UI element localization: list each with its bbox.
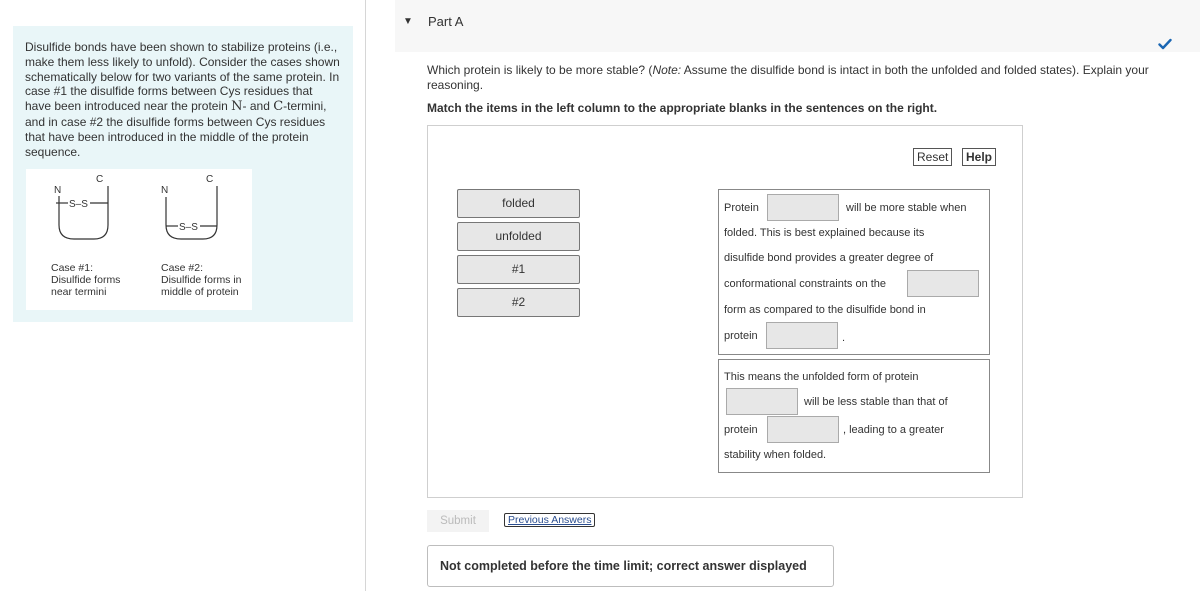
case2-n-label: N xyxy=(161,185,169,196)
s2-text-2: will be less stable than that of xyxy=(804,396,948,408)
instruction-text: Match the items in the left column to the appropriate blanks in the sentences on the right. xyxy=(427,101,938,115)
case1-caption xyxy=(51,262,120,298)
s2-text-3: protein xyxy=(724,424,758,436)
case2-caption-line1: Case #2: xyxy=(161,262,204,274)
sentence-box-1 xyxy=(718,189,990,355)
s1-text-3: folded. This is best explained because its xyxy=(724,227,925,239)
blank-1[interactable] xyxy=(767,194,839,221)
reset-button[interactable]: Reset xyxy=(913,148,952,166)
case1-ss-label: S–S xyxy=(69,199,88,210)
part-title[interactable]: Part A xyxy=(428,14,464,29)
blank-3[interactable] xyxy=(766,322,838,349)
case1-caption-line3: near termini xyxy=(51,286,107,298)
intro-text-3: -termini, and in case #2 the disulfide forms between Cys residues that have been introduced in the middle of the protein sequence. xyxy=(25,99,327,159)
case1-n-label: N xyxy=(54,185,62,196)
drag-item-case1[interactable]: #1 xyxy=(457,255,580,284)
case2-c-label: C xyxy=(206,174,214,185)
s2-text-5: stability when folded. xyxy=(724,449,827,461)
drag-item-case2[interactable]: #2 xyxy=(457,288,580,317)
intro-text-2: - and xyxy=(242,99,274,114)
s2-text-4: , leading to a greater xyxy=(843,424,944,436)
problem-intro xyxy=(25,40,341,159)
blank-2[interactable] xyxy=(907,270,979,297)
s1-text-6: form as compared to the disulfide bond in xyxy=(724,304,926,316)
s1-text-8: . xyxy=(842,332,846,344)
panel-divider xyxy=(365,0,366,591)
n-terminus-label: N xyxy=(231,99,243,115)
s1-text-2: will be more stable when xyxy=(846,202,967,214)
problem-panel xyxy=(13,26,353,322)
intro-text-1: Disulfide bonds have been shown to stabilize proteins (i.e., make them less likely to unfold). Consider the cases shown schematically below for two variants of the same protein. In case #1 the disulfide forms between Cys residues that have been introduced near the protein xyxy=(25,40,340,114)
submit-button[interactable]: Submit xyxy=(427,510,489,532)
matching-work-area xyxy=(427,125,1023,498)
s1-text-5: conformational constraints on the xyxy=(724,278,887,290)
case1-c-label: C xyxy=(96,174,104,185)
s1-text-4: disulfide bond provides a greater degree of xyxy=(724,252,934,264)
blank-4[interactable] xyxy=(726,388,798,415)
question-suffix: Assume the disulfide bond is intact in both the unfolded and folded states). Explain your reasoning. xyxy=(427,63,1149,92)
question-prefix: Which protein is likely to be more stable? ( xyxy=(427,63,653,77)
status-message: Not completed before the time limit; correct answer displayed xyxy=(427,545,834,587)
s1-text-1: Protein xyxy=(724,202,759,214)
part-header[interactable] xyxy=(395,0,1200,52)
blank-5[interactable] xyxy=(767,416,839,443)
disulfide-diagram xyxy=(26,169,252,310)
case1-chain xyxy=(59,186,108,239)
case1-caption-line1: Case #1: xyxy=(51,262,94,274)
case2-caption-line2: Disulfide forms in xyxy=(161,274,242,286)
question-note-label: Note: xyxy=(652,63,682,77)
drag-item-folded[interactable]: folded xyxy=(457,189,580,218)
question-text xyxy=(427,63,1187,93)
collapse-arrow-icon[interactable]: ▼ xyxy=(403,16,413,27)
check-icon xyxy=(1158,38,1172,50)
s1-text-7: protein xyxy=(724,330,758,342)
sentence-box-2 xyxy=(718,359,990,473)
c-terminus-label: C xyxy=(273,99,284,115)
drag-item-unfolded[interactable]: unfolded xyxy=(457,222,580,251)
case1-caption-line2: Disulfide forms xyxy=(51,274,121,286)
s2-text-1: This means the unfolded form of protein xyxy=(724,371,919,383)
case2-ss-label: S–S xyxy=(179,222,198,233)
help-button[interactable]: Help xyxy=(962,148,996,166)
case2-caption xyxy=(161,262,242,298)
previous-answers-button[interactable]: Previous Answers xyxy=(504,513,595,527)
case2-caption-line3: middle of protein xyxy=(161,286,239,298)
